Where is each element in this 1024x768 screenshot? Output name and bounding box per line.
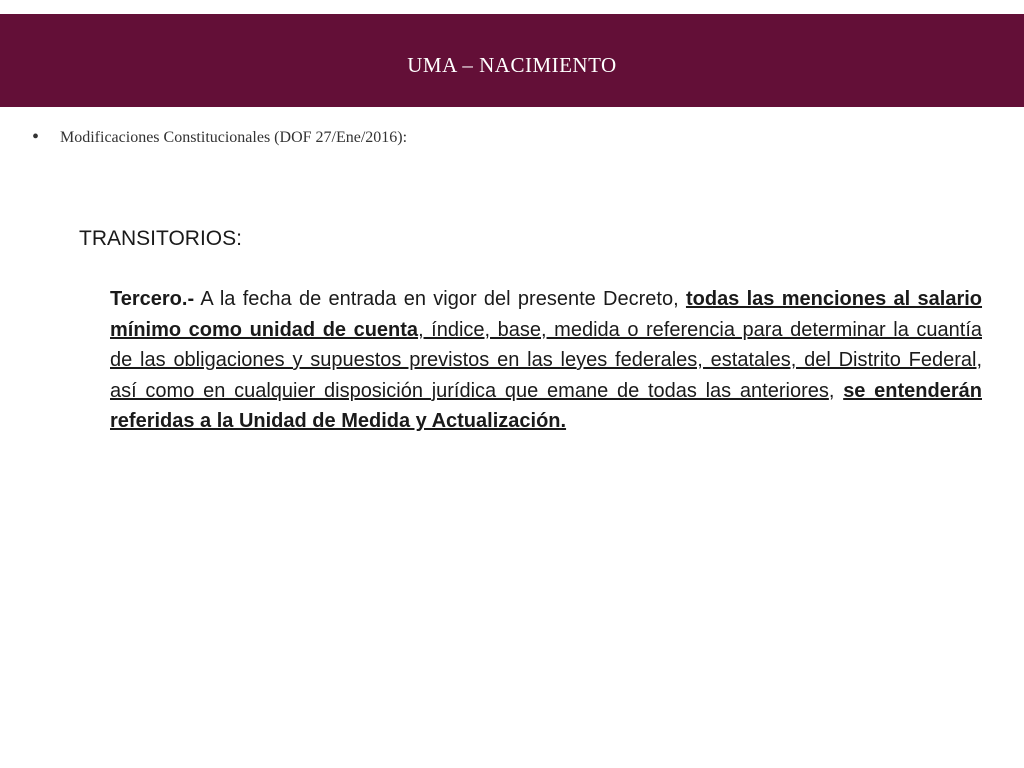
bullet-text: Modificaciones Constitucionales (DOF 27/Ene/2016): <box>60 128 408 146</box>
article-emphasis-2: se entenderán referidas a la Unidad de Medida y Actualización. <box>110 379 982 432</box>
article-text-2: , índice, base, medida o referencia para determinar la cuantía de las obligaciones y supuestos previstos en las leyes federales, estatales, del Distrito Federal, así como en cualquier disposición jurídica que emane de todas las anteriores <box>110 318 982 402</box>
article-paragraph <box>110 284 982 437</box>
bullet-item <box>32 126 407 149</box>
article-text-1: A la fecha de entrada en vigor del presente Decreto, <box>194 288 686 310</box>
slide-title: UMA – NACIMIENTO <box>407 53 617 77</box>
section-heading: TRANSITORIOS: <box>79 227 242 250</box>
bullet-dot-icon: • <box>32 126 40 148</box>
article-text-3: , <box>828 379 844 402</box>
article-label: Tercero.- <box>110 288 195 310</box>
slide-header-band <box>0 14 1024 107</box>
article-emphasis-1: todas las menciones al salario mínimo como unidad de cuenta <box>110 288 983 341</box>
